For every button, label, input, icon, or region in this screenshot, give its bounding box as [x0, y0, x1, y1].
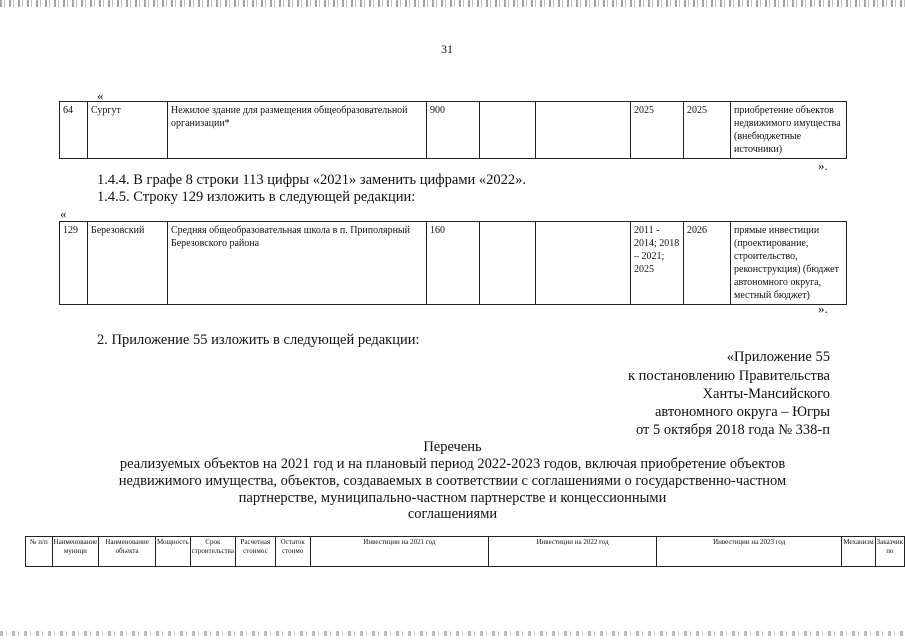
paragraph-2: 2. Приложение 55 изложить в следующей редакции: [97, 332, 420, 348]
list-desc-line-1: реализуемых объектов на 2021 год и на плановый период 2022-2023 годов, включая приобретение объектов [119, 456, 786, 472]
header-estimated-cost: Расчетная стоимос [236, 537, 276, 567]
cell-num: 64 [60, 102, 88, 159]
header-term: Срок строительства [190, 537, 235, 567]
close-quote: ». [818, 158, 828, 173]
header-object: Наименование объекта [99, 537, 156, 567]
appendix-line-4: автономного округа – Югры [654, 404, 830, 420]
appendix-line-3: Ханты-Мансийского [702, 386, 830, 402]
cell-start: 2025 [631, 102, 684, 159]
paragraph-1-4-4: 1.4.4. В графе 8 строки 113 цифры «2021» заменить цифрами «2022». [97, 172, 527, 188]
header-num: № п/п [26, 537, 53, 567]
appendix-line-1: «Приложение 55 [726, 349, 830, 365]
header-remaining-cost: Остаток стоимо [275, 537, 310, 567]
table-row-64 [59, 101, 847, 159]
investment-header-table [25, 536, 905, 567]
header-invest-2023: Инвестиции на 2023 год [657, 537, 842, 567]
cell-end: 2025 [684, 102, 731, 159]
header-invest-2021: Инвестиции на 2021 год [310, 537, 489, 567]
list-title: Перечень [423, 439, 482, 455]
list-desc-line-4: соглашениями [407, 506, 498, 522]
header-capacity: Мощность [155, 537, 190, 567]
cell-object: Средняя общеобразовательная школа в п. Приполярный Березовского района [168, 222, 427, 305]
list-desc-line-3: партнерстве, муниципально-частном партнерстве и концессионными [238, 490, 667, 506]
page-number: 31 [441, 42, 453, 56]
cell-empty-2 [536, 222, 631, 305]
cell-capacity: 900 [427, 102, 480, 159]
header-municipality: Наименование муници [52, 537, 99, 567]
scan-noise-top [0, 0, 905, 7]
header-customer: Заказчик по [875, 537, 904, 567]
cell-num: 129 [60, 222, 88, 305]
cell-object: Нежилое здание для размещения общеобразовательной организации* [168, 102, 427, 159]
cell-start: 2011 - 2014; 2018 – 2021; 2025 [631, 222, 684, 305]
list-desc-line-2: недвижимого имущества, объектов, создаваемых в соответствии с соглашениями о государственно-частном [118, 473, 787, 489]
scan-noise-bottom [0, 631, 905, 636]
open-quote: « [97, 88, 104, 103]
paragraph-1-4-5: 1.4.5. Строку 129 изложить в следующей редакции: [97, 189, 416, 205]
cell-end: 2026 [684, 222, 731, 305]
appendix-line-2: к постановлению Правительства [628, 368, 830, 384]
cell-empty-1 [480, 222, 536, 305]
cell-mechanism: прямые инвестиции (проектирование, строительство, реконструкция) (бюджет автономного округа, местный бюджет) [731, 222, 847, 305]
cell-empty-2 [536, 102, 631, 159]
header-mechanism: Механизм [842, 537, 875, 567]
header-invest-2022: Инвестиции на 2022 год [489, 537, 657, 567]
open-quote: « [60, 206, 67, 221]
cell-municipality: Березовский [88, 222, 168, 305]
cell-empty-1 [480, 102, 536, 159]
cell-municipality: Сургут [88, 102, 168, 159]
close-quote: ». [818, 301, 828, 316]
table-row-129 [59, 221, 847, 305]
appendix-line-5: от 5 октября 2018 года № 338-п [635, 422, 830, 438]
cell-capacity: 160 [427, 222, 480, 305]
cell-mechanism: приобретение объектов недвижимого имущества (внебюджетные источники) [731, 102, 847, 159]
